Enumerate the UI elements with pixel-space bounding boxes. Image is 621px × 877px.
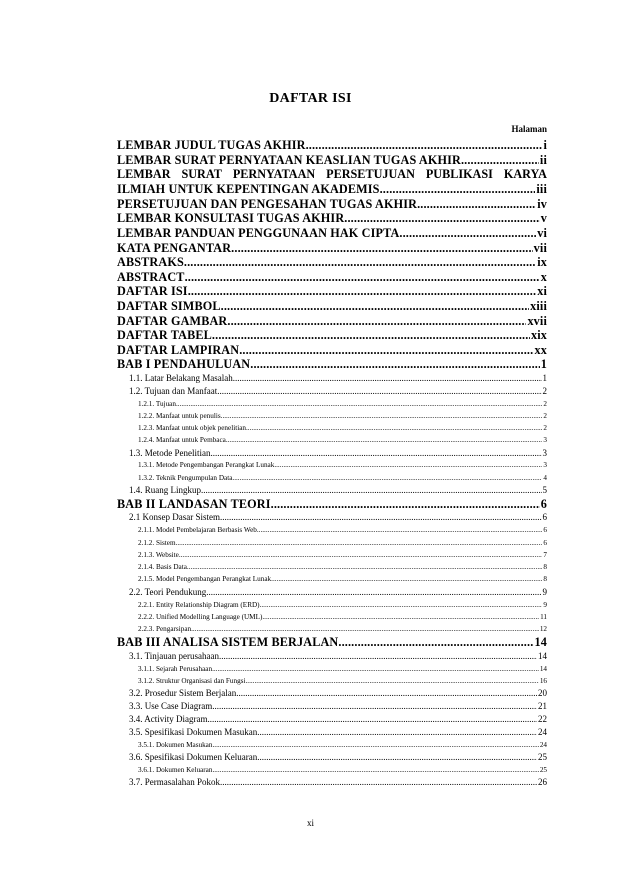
toc-leader-dots [191,623,539,635]
toc-entry [117,687,547,700]
toc-leader-dots [220,776,537,789]
toc-leader-dots [201,484,542,497]
toc-entry-label: LEMBAR PANDUAN PENGGUNAAN HAK CIPTA [117,225,400,240]
toc-entry-long-line1 [117,167,547,182]
toc-entry-page: 11 [540,612,547,621]
toc-entry [117,650,547,663]
toc-entry-word: PUBLIKASI [425,167,493,182]
toc-entry-page: 3 [543,461,547,470]
toc-entry [117,284,547,299]
toc-entry [117,372,547,385]
toc-entry-page: 6 [542,512,547,523]
toc-entry [117,675,547,687]
toc-entry-label: 3.7. Permasalahan Pokok [129,777,220,787]
toc-entry-label: 3.1.1. Sejarah Perusahaan [138,664,213,673]
toc-entry-label: 2.1.5. Model Pengembangan Perangkat Lunak [138,575,272,584]
toc-entry [117,357,547,372]
toc-leader-dots [217,385,541,398]
toc-entry-page: 7 [543,550,547,559]
toc-leader-dots [212,663,539,675]
toc-leader-dots [212,739,538,751]
toc-entry-page: vii [533,240,547,255]
toc-leader-dots [260,599,543,611]
toc-leader-dots [271,573,542,585]
toc-entry-label: 1.1. Latar Belakang Masalah [129,372,233,383]
toc-leader-dots [233,372,542,385]
toc-entry-page: 9 [543,600,547,609]
toc-entry-label: 1.2.3. Manfaat untuk objek penelitian [138,424,246,433]
toc-leader-dots [257,524,543,536]
toc-entry [117,472,547,484]
toc-entry-page: 2 [543,424,547,433]
toc-entry [117,497,547,512]
toc-leader-dots [212,700,537,713]
toc-entry-label: 2.2.3. Pengarsipan [138,625,192,634]
toc-entry-label: DAFTAR GAMBAR [117,313,228,328]
toc-entry [117,255,547,270]
toc-entry-page: 4 [543,473,547,482]
toc-leader-dots [212,764,538,776]
toc-leader-dots [271,497,540,512]
toc-entry-label: 3.6. Spesifikasi Dokumen Keluaran [129,751,258,762]
toc-entry [117,726,547,739]
toc-leader-dots [210,447,541,460]
toc-entry-label: BAB III ANALISA SISTEM BERJALAN [117,635,339,650]
toc-entry [117,561,547,573]
toc-entry-page: 8 [543,575,547,584]
toc-entry-page: 8 [543,563,547,572]
toc-entry-page: 21 [538,701,547,712]
toc-leader-dots [221,410,543,422]
toc-entry-label: 2.1.4. Basis Data [138,563,187,572]
toc-entry-label: 2.1.3. Website [138,550,179,559]
toc-entry-page: i [543,138,547,152]
toc-entry-label: 1.2.4. Manfaat untuk Pembaca [138,436,226,445]
toc-entry-label: 2.2.1. Entity Relationship Diagram (ERD) [138,600,260,609]
toc-entry-page: 9 [542,586,547,597]
toc-entry-label: LEMBAR KONSULTASI TUGAS AKHIR [117,211,345,226]
toc-entry [117,586,547,599]
toc-leader-dots [206,586,541,599]
toc-entry-page: xi [537,284,547,299]
toc-entry-word: SURAT [181,167,222,182]
toc-leader-dots [187,561,542,573]
toc-entry-label: 3.2. Prosedur Sistem Berjalan [129,688,237,699]
toc-leader-dots [176,398,542,410]
toc-entry-page: 6 [540,496,547,511]
toc-entry [117,398,547,410]
toc-leader-dots [306,138,543,153]
toc-entry [117,713,547,726]
toc-leader-dots [461,153,539,168]
toc-entry-page: iv [537,196,547,211]
toc-entry-page: xiii [530,298,547,313]
toc-entry-page: 5 [542,485,547,496]
toc-entry-word: KARYA [503,167,547,182]
toc-entry-label: 1.3.1. Metode Pengembangan Perangkat Lunak [138,461,275,470]
toc-entry-page: 20 [538,688,547,699]
toc-entry-label: 2.2. Teori Pendukung [129,586,207,597]
toc-entry-long-line2 [117,182,547,197]
toc-entry-label: 3.1.2. Struktur Organisasi dan Fungsi [138,677,246,686]
toc-entry-page: x [540,269,547,284]
toc-leader-dots [227,314,526,329]
toc-entry [117,447,547,460]
toc-entry [117,700,547,713]
toc-entry [117,328,547,343]
toc-leader-dots [245,675,538,687]
toc-leader-dots [179,549,543,561]
toc-entry-label: 3.4. Activity Diagram [129,714,208,725]
toc-leader-dots [239,343,533,358]
toc-entry [117,434,547,446]
toc-entry [117,226,547,241]
toc-entry-page: 16 [539,677,547,686]
toc-entry [117,410,547,422]
toc-leader-dots [221,299,530,314]
toc-entry-label: LEMBAR JUDUL TUGAS AKHIR [117,138,306,152]
toc-entry-page: 22 [538,714,547,725]
toc-entry-page: 24 [539,740,547,749]
toc-leader-dots [176,537,543,549]
toc-entry-page: 3 [543,436,547,445]
toc-entry-page: 1 [540,357,547,372]
toc-leader-dots [219,650,537,663]
toc-leader-dots [262,611,539,623]
toc-front-group-a [117,138,547,167]
toc-entry-page: 2 [542,385,547,396]
toc-entry-label: PERSETUJUAN DAN PENGESAHAN TUGAS AKHIR [117,196,418,211]
toc-entry [117,611,547,623]
toc-entry-label: DAFTAR SIMBOL [117,298,221,313]
toc-entry-label: 2.1.1. Model Pembelajaran Berbasis Web [138,526,257,535]
toc-entry-page: 25 [538,751,547,762]
toc-entry [117,385,547,398]
toc-leader-dots [236,687,537,700]
toc-entry-label: 3.1. Tinjauan perusahaan [129,651,219,662]
toc-entry-page: 25 [539,765,547,774]
toc-leader-dots [212,328,530,343]
toc-chapter-2 [117,497,547,636]
toc-leader-dots [274,459,542,471]
toc-entry-label: 2.2.2. Unified Modelling Language (UML) [138,612,263,621]
toc-entry-page: 6 [543,538,547,547]
toc-entry-page: 14 [538,651,547,662]
toc-leader-dots [344,211,539,226]
toc-front-group-b [117,197,547,358]
toc-entry-long [117,167,547,197]
toc-entry-page: ii [539,152,547,167]
toc-entry-label: ILMIAH UNTUK KEPENTINGAN AKADEMIS [117,181,380,196]
toc-leader-dots [185,270,540,285]
toc-entry-label: KATA PENGANTAR [117,240,232,255]
toc-leader-dots [208,713,538,726]
toc-entry-label: BAB I PENDAHULUAN [117,357,251,372]
toc-leader-dots [338,635,533,650]
toc-entry [117,299,547,314]
toc-entry [117,623,547,635]
toc-entry [117,153,547,168]
toc-entry-label: 1.3. Metode Penelitian [129,447,211,458]
toc-entry-label: 1.3.2. Teknik Pengumpulan Data [138,473,233,482]
toc-entry [117,422,547,434]
toc-entry [117,314,547,329]
toc-entry [117,524,547,536]
toc-entry [117,764,547,776]
toc-chapter-3 [117,635,547,788]
toc-entry [117,599,547,611]
toc-leader-dots [246,422,542,434]
toc-leader-dots [220,511,542,524]
toc-leader-dots [399,226,536,241]
toc-entry [117,197,547,212]
toc-entry-label: 3.5. Spesifikasi Dokumen Masukan [129,726,258,737]
toc-entry-page: xvii [527,313,547,328]
toc-entry-page: 2 [543,411,547,420]
toc-entry-label: ABSTRAKS [117,255,184,270]
toc-entry-page: 12 [539,625,547,634]
toc-leader-dots [257,726,537,739]
toc-leader-dots [250,357,540,372]
toc-entry-page: 3 [542,447,547,458]
toc-entry [117,573,547,585]
toc-entry-page: 24 [538,726,547,737]
toc-leader-dots [380,182,536,197]
toc-entry-word: PERNYATAAN [232,167,316,182]
toc-leader-dots [184,255,536,270]
toc-entry-page: xix [530,328,547,343]
toc-entry [117,511,547,524]
toc-entry-label: 1.2.2. Manfaat untuk penulis [138,411,221,420]
toc-entry [117,663,547,675]
toc-entry-page: 6 [543,526,547,535]
toc-entry-label: LEMBAR SURAT PERNYATAAN KEASLIAN TUGAS AKHIR [117,152,461,167]
toc-entry [117,776,547,789]
toc-entry-label: DAFTAR TABEL [117,328,212,343]
toc-entry-label: DAFTAR ISI [117,284,188,299]
toc-entry-label: 3.6.1. Dokumen Keluaran [138,765,213,774]
toc-entry [117,739,547,751]
toc-leader-dots [188,284,537,299]
toc-leader-dots [232,472,542,484]
toc-entry [117,549,547,561]
toc-entry-label: 1.2. Tujuan dan Manfaat [129,385,218,396]
page-column-label: Halaman [511,124,547,134]
toc-entry-label: BAB II LANDASAN TEORI [117,496,271,511]
toc-entry-page: iii [536,181,547,196]
toc-entry [117,751,547,764]
table-of-contents [117,138,547,789]
toc-entry-page: v [540,211,547,226]
toc-leader-dots [226,434,543,446]
toc-entry-label: 2.1 Konsep Dasar Sistem [129,512,220,523]
toc-entry-page: ix [537,255,547,270]
toc-entry [117,241,547,256]
toc-entry-page: xx [534,342,547,357]
toc-entry-page: 14 [534,635,547,650]
toc-chapter-1 [117,357,547,497]
toc-entry [117,537,547,549]
toc-entry-page: 14 [539,664,547,673]
toc-entry-page: 1 [542,372,547,383]
toc-entry-label: 1.4. Ruang Lingkup [129,485,201,496]
toc-entry-label: DAFTAR LAMPIRAN [117,342,240,357]
toc-entry [117,270,547,285]
toc-entry-label: 1.2.1. Tujuan [138,399,176,408]
toc-leader-dots [257,751,537,764]
toc-leader-dots [231,241,533,256]
toc-leader-dots [417,197,536,212]
toc-entry-label: 2.1.2. Sistem [138,538,176,547]
toc-entry [117,484,547,497]
toc-entry-page: 2 [543,399,547,408]
toc-entry-word: PERSETUJUAN [326,167,415,182]
page-title: DAFTAR ISI [269,91,352,106]
toc-entry [117,138,547,153]
toc-entry [117,211,547,226]
page-number: xi [306,818,314,828]
toc-entry [117,459,547,471]
toc-entry-word: LEMBAR [117,167,171,182]
toc-entry [117,635,547,650]
toc-entry-label: ABSTRACT [117,269,185,284]
toc-entry [117,343,547,358]
toc-entry-label: 3.5.1. Dokumen Masukan [138,740,213,749]
toc-entry-label: 3.3. Use Case Diagram [129,701,213,712]
toc-entry-page: 26 [538,777,547,787]
toc-entry-page: vi [537,225,547,240]
